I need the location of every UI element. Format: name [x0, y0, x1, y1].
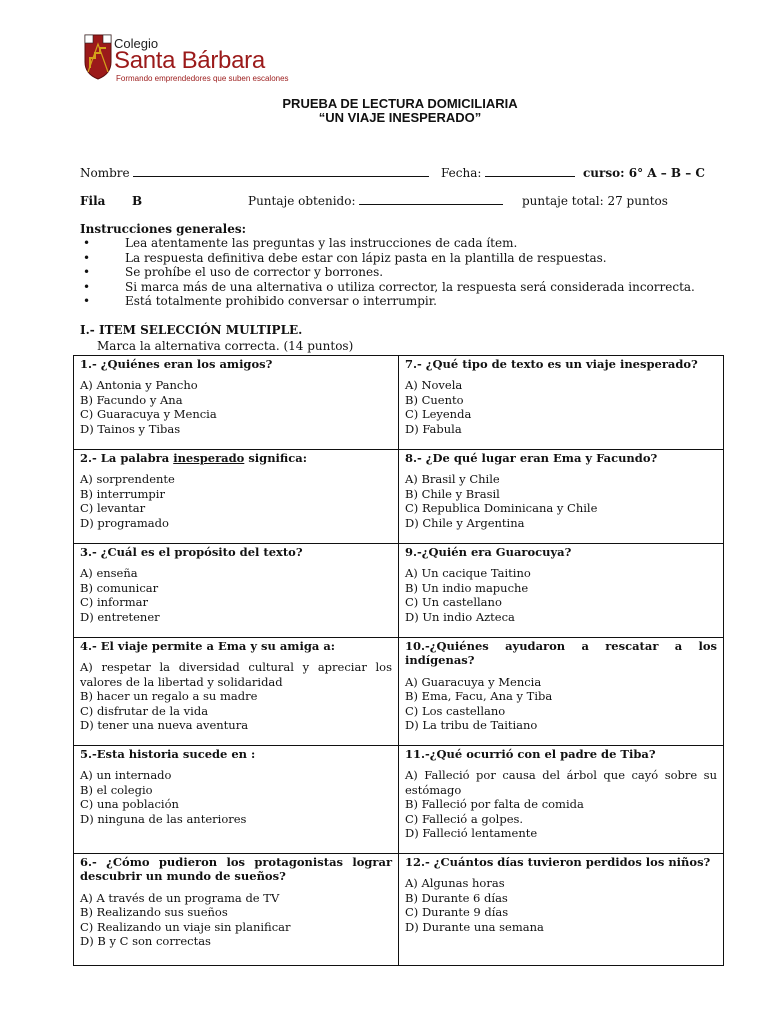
instructions — [80, 222, 695, 308]
puntaje-obtenido-row — [248, 194, 503, 208]
option[interactable]: D) La tribu de Taitiano — [405, 718, 538, 733]
nombre-row — [80, 166, 429, 180]
puntaje-obtenido-label: Puntaje obtenido: — [248, 194, 356, 208]
instruction-item: • Está totalmente prohibido conversar o interrumpir. — [80, 294, 695, 308]
option[interactable]: D) programado — [80, 515, 169, 530]
instruction-item: • Se prohíbe el uso de corrector y borrones. — [80, 265, 695, 279]
question-cell — [399, 638, 724, 746]
option[interactable]: C) Leyenda — [405, 407, 472, 422]
option[interactable]: A) A través de un programa de TV — [80, 890, 280, 905]
fecha-label: Fecha: — [441, 166, 482, 180]
option[interactable]: B) Cuento — [405, 392, 464, 407]
question-row — [74, 356, 724, 450]
option[interactable]: C) Un castellano — [405, 595, 502, 610]
option[interactable]: C) disfrutar de la vida — [80, 703, 209, 718]
school-logo — [84, 34, 289, 84]
logo-tagline: Formando emprendedores que suben escalones — [116, 74, 289, 83]
option[interactable]: C) una población — [80, 797, 179, 812]
option[interactable]: A) Novela — [405, 378, 463, 393]
nombre-label: Nombre — [80, 166, 130, 180]
question-row — [74, 544, 724, 638]
option[interactable]: D) Un indio Azteca — [405, 609, 515, 624]
option[interactable]: B) Durante 6 días — [405, 890, 508, 905]
question-cell — [74, 356, 399, 450]
question-cell — [74, 746, 399, 854]
question-text — [80, 451, 392, 465]
option[interactable]: B) Falleció por falta de comida — [405, 797, 584, 812]
section-instruction: Marca la alternativa correcta. (14 puntos) — [97, 339, 354, 353]
option[interactable]: D) B y C son correctas — [80, 934, 211, 949]
option[interactable]: B) interrumpir — [80, 486, 165, 501]
question-row — [74, 854, 724, 966]
option[interactable]: D) Tainos y Tibas — [80, 421, 181, 436]
instructions-heading: Instrucciones generales: — [80, 222, 247, 236]
option[interactable]: C) Falleció a golpes. — [405, 811, 524, 826]
option[interactable]: A) Antonia y Pancho — [80, 378, 198, 393]
question-text-part: 2.- La palabra — [80, 451, 174, 465]
option[interactable]: B) Ema, Facu, Ana y Tiba — [405, 689, 553, 704]
option[interactable]: A) enseña — [80, 566, 138, 581]
option[interactable]: D) Chile y Argentina — [405, 515, 525, 530]
instructions-list — [80, 236, 695, 308]
fila-value: B — [132, 194, 143, 208]
curso-label: curso: 6° A – B – C — [583, 166, 705, 180]
question-text: 1.- ¿Quiénes eran los amigos? — [80, 357, 273, 371]
option[interactable]: D) Falleció lentamente — [405, 826, 538, 841]
option[interactable]: A) Brasil y Chile — [405, 472, 500, 487]
question-text: 9.-¿Quién era Guarocuya? — [405, 545, 572, 559]
questions-table — [73, 355, 724, 966]
logo-small-text: Colegio — [114, 36, 159, 51]
instruction-item: • Si marca más de una alternativa o utiliza corrector, la respuesta será considerada incorrecta. — [80, 280, 695, 294]
instruction-item: • La respuesta definitiva debe estar con lápiz pasta en la plantilla de respuestas. — [80, 251, 695, 265]
option[interactable]: A) Algunas horas — [405, 876, 505, 891]
question-text: 3.- ¿Cuál es el propósito del texto? — [80, 545, 303, 559]
question-cell — [74, 638, 399, 746]
option[interactable]: C) Durante 9 días — [405, 905, 509, 920]
option[interactable]: C) informar — [80, 595, 148, 610]
shield-icon — [84, 34, 112, 80]
question-text: 5.-Esta historia sucede en : — [80, 747, 256, 761]
option[interactable]: A) Un cacique Taitino — [405, 566, 531, 581]
question-text: 10.-¿Quiénes ayudaron a rescatar a los indígenas? — [405, 639, 717, 668]
option[interactable]: C) Los castellano — [405, 703, 506, 718]
question-text-part: significa: — [244, 451, 307, 465]
instruction-item: • Lea atentamente las preguntas y las instrucciones de cada ítem. — [80, 236, 695, 250]
option[interactable]: B) Facundo y Ana — [80, 392, 183, 407]
option[interactable]: D) Durante una semana — [405, 919, 544, 934]
question-cell — [399, 450, 724, 544]
option[interactable]: A) Falleció por causa del árbol que cayó sobre su estómago — [405, 768, 717, 797]
question-cell — [74, 450, 399, 544]
question-text: 4.- El viaje permite a Ema y su amiga a: — [80, 639, 336, 653]
option[interactable]: A) Guaracuya y Mencia — [405, 674, 542, 689]
nombre-field[interactable] — [133, 175, 429, 177]
option[interactable]: D) tener una nueva aventura — [80, 718, 249, 733]
option[interactable]: D) entretener — [80, 609, 160, 624]
question-row — [74, 638, 724, 746]
page-subtitle: “UN VIAJE INESPERADO” — [318, 110, 482, 125]
question-cell — [399, 544, 724, 638]
option[interactable]: D) ninguna de las anteriores — [80, 811, 247, 826]
option[interactable]: B) Chile y Brasil — [405, 486, 500, 501]
option[interactable]: B) Un indio mapuche — [405, 580, 529, 595]
option[interactable]: D) Fabula — [405, 421, 462, 436]
option[interactable]: B) el colegio — [80, 782, 153, 797]
question-cell — [399, 356, 724, 450]
question-text: 8.- ¿De qué lugar eran Ema y Facundo? — [405, 451, 658, 465]
question-underlined-word: inesperado — [173, 451, 245, 465]
question-cell — [399, 746, 724, 854]
question-cell — [74, 544, 399, 638]
option[interactable]: C) Realizando un viaje sin planificar — [80, 919, 291, 934]
fecha-row — [441, 166, 575, 180]
question-text: 6.- ¿Cómo pudieron los protagonistas lograr descubrir un mundo de sueños? — [80, 855, 392, 884]
option[interactable]: C) levantar — [80, 501, 146, 516]
question-cell — [74, 854, 399, 966]
question-text: 12.- ¿Cuántos días tuvieron perdidos los niños? — [405, 855, 711, 869]
option[interactable]: B) comunicar — [80, 580, 159, 595]
page-title: PRUEBA DE LECTURA DOMICILIARIA — [282, 96, 518, 111]
option[interactable]: A) un internado — [80, 768, 172, 783]
option[interactable]: C) Guaracuya y Mencia — [80, 407, 217, 422]
question-row — [74, 450, 724, 544]
option[interactable]: C) Republica Dominicana y Chile — [405, 501, 598, 516]
section-title: I.- ITEM SELECCIÓN MULTIPLE. — [80, 323, 303, 337]
option[interactable]: A) sorprendente — [80, 472, 175, 487]
puntaje-total-label: puntaje total: 27 puntos — [522, 194, 668, 208]
question-text: 11.-¿Qué ocurrió con el padre de Tiba? — [405, 747, 656, 761]
question-text: 7.- ¿Qué tipo de texto es un viaje inesperado? — [405, 357, 698, 371]
question-cell — [399, 854, 724, 966]
option[interactable]: B) hacer un regalo a su madre — [80, 689, 258, 704]
fila-label: Fila — [80, 194, 106, 208]
question-row — [74, 746, 724, 854]
option[interactable]: A) respetar la diversidad cultural y apreciar los valores de la libertad y solidaridad — [80, 660, 392, 689]
logo-school-name: Santa Bárbara — [114, 47, 265, 74]
option[interactable]: B) Realizando sus sueños — [80, 905, 228, 920]
puntaje-obtenido-field[interactable] — [359, 203, 503, 205]
fecha-field[interactable] — [485, 175, 575, 177]
